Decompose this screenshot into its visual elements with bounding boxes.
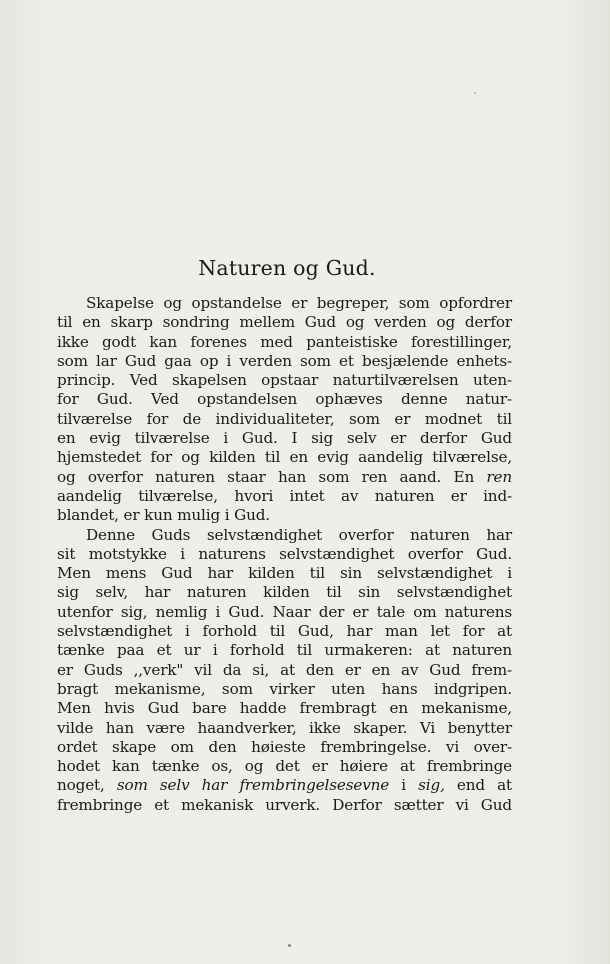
body-text — [57, 294, 512, 815]
text-line: tænke paa et ur i forhold til urmakeren: at naturen — [57, 641, 512, 660]
text-line: er Guds ,,verk" vil da si, at den er en av Gud frem- — [57, 660, 512, 679]
text-line: en evig tilværelse i Gud. I sig selv er derfor Gud — [57, 429, 512, 448]
text-line: sig selv, har naturen kilden til sin selvstændighet — [57, 583, 512, 602]
text-line: ikke godt kan forenes med panteistiske forestillinger, — [57, 332, 512, 351]
text-line: vilde han være haandverker, ikke skaper. Vi benytter — [57, 718, 512, 737]
text-line: Skapelse og opstandelse er begreper, som opfordrer — [86, 294, 512, 312]
paper-speck — [474, 92, 476, 94]
text-line: sit motstykke i naturens selvstændighet overfor Gud. — [57, 544, 512, 563]
paper-speck — [288, 944, 291, 947]
text-line: til en skarp sondring mellem Gud og verden og derfor — [57, 313, 512, 332]
text-line: Denne Guds selvstændighet overfor naturen har — [86, 525, 512, 544]
text-line: hodet kan tænke os, og det er høiere at frembringe — [57, 757, 512, 776]
text-line: ordet skape om den høieste frembringelse. vi over- — [57, 737, 512, 756]
text-line: tilværelse for de individualiteter, som er modnet til — [57, 409, 512, 428]
text-line: frembringe et mekanisk urverk. Derfor sætter vi Gud — [57, 795, 512, 814]
text-line: noget, som selv har frembringelsesevne i sig, end at — [57, 776, 512, 795]
text-line: for Gud. Ved opstandelsen ophæves denne natur- — [57, 390, 512, 409]
text-line: utenfor sig, nemlig i Gud. Naar der er tale om naturens — [57, 602, 512, 621]
text-line: selvstændighet i forhold til Gud, har man let for at — [57, 622, 512, 641]
chapter-heading: Naturen og Gud. — [198, 256, 376, 280]
text-line: bragt mekanisme, som virker uten hans indgripen. — [57, 679, 512, 698]
text-line: Men mens Gud har kilden til sin selvstændighet i — [57, 564, 512, 583]
text-line: og overfor naturen staar han som ren aand. En ren — [57, 467, 512, 486]
text-line: hjemstedet for og kilden til en evig aandelig tilværelse, — [57, 448, 512, 467]
text-line: som lar Gud gaa op i verden som et besjælende enhets- — [57, 351, 512, 370]
text-line: princip. Ved skapelsen opstaar naturtilværelsen uten- — [57, 371, 512, 390]
text-line: blandet, er kun mulig i Gud. — [57, 506, 270, 525]
text-line: aandelig tilværelse, hvori intet av naturen er ind- — [57, 486, 512, 505]
text-line: Men hvis Gud bare hadde frembragt en mekanisme, — [57, 699, 512, 718]
